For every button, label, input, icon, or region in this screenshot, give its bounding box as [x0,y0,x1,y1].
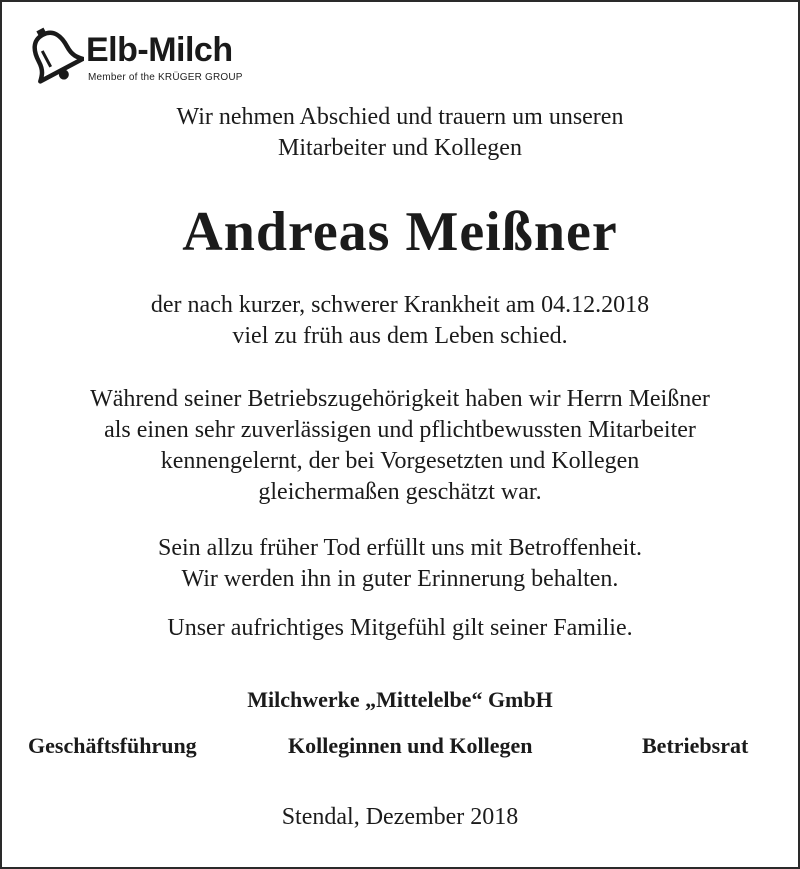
logo-wordmark: Elb-Milch [86,31,233,69]
place-date-text: Stendal, Dezember 2018 [281,804,519,830]
signatory-colleagues: Kolleginnen und Kollegen [288,733,533,758]
deceased-name-text: Andreas Meißner [182,201,618,263]
tribute-line: kennengelernt, der bei Vorgesetzten und Kollegen [160,448,640,474]
tribute-paragraph [2,384,798,508]
sorrow-line: Sein allzu früher Tod erfüllt uns mit Betroffenheit. [158,535,642,561]
intro-line: Mitarbeiter und Kollegen [278,135,522,161]
place-date [2,802,798,833]
intro-line: Wir nehmen Abschied und trauern um unseren [176,104,624,130]
intro-text [2,102,798,164]
sorrow-paragraph [2,533,798,595]
sympathy-paragraph [2,613,798,644]
company-logo [24,24,274,90]
company-name-text: Milchwerke „Mittelelbe“ GmbH [247,687,553,712]
sorrow-line: Wir werden ihn in guter Erinnerung behalten. [181,566,619,592]
sympathy-line: Unser aufrichtiges Mitgefühl gilt seiner Familie. [167,615,633,641]
death-notice-line: der nach kurzer, schwerer Krankheit am 04.12.2018 [150,292,650,318]
deceased-name [2,200,798,264]
tribute-line: als einen sehr zuverlässigen und pflichtbewussten Mitarbeiter [104,417,696,443]
tribute-line: gleichermaßen geschätzt war. [258,479,542,505]
logo-tagline: Member of the KRÜGER GROUP [88,72,243,83]
company-name [2,686,798,714]
tribute-line: Während seiner Betriebszugehörigkeit haben wir Herrn Meißner [90,386,710,412]
bell-icon [24,24,84,86]
death-notice-line: viel zu früh aus dem Leben schied. [232,323,568,349]
signatory-management: Geschäftsführung [28,733,197,758]
death-notice [2,290,798,352]
signatories-row [2,732,798,760]
signatory-works-council: Betriebsrat [642,733,749,758]
